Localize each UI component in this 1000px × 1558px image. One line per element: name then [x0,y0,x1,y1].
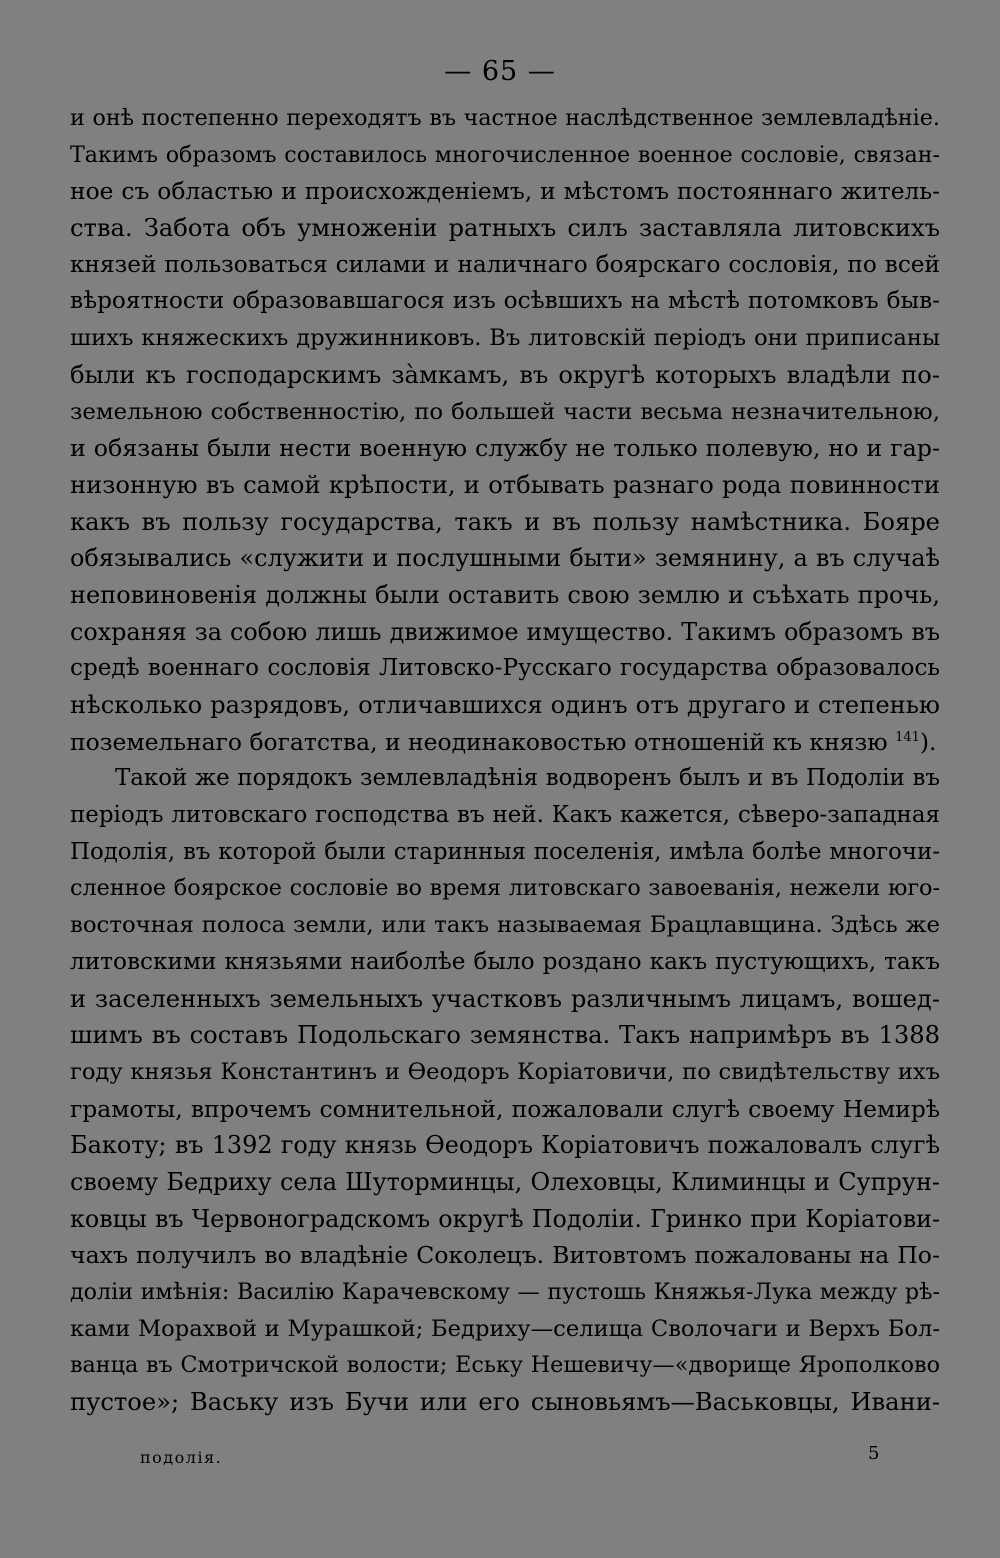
text-line: средѣ военнаго сословiя Литовско-Русскаго государства образовалось [70,655,940,682]
footer-running-title: подолiя. [140,1448,223,1467]
text-line: литовскими князьями наиболѣе было роздано какъ пустующихъ, такъ [70,947,940,975]
text-line: ковцы въ Червоноградскомъ округѣ Подолiи. Гринко при Корiатови- [70,1204,940,1233]
text-line: какъ въ пользу государства, такъ и въ пользу намѣстника. Бояре [70,507,940,536]
text-line: сленное боярское сословiе во время литовскаго завоеванiя, нежели юго- [70,875,940,902]
paragraph-2 [70,760,940,1420]
text-line: и онѣ постепенно переходятъ въ частное наслѣдственное землевладѣнiе. [70,105,940,131]
text-line: низонную въ самой крѣпости, и отбывать разнаго рода повинности [70,470,940,499]
text-line: своему Бедриху села Шуторминцы, Олеховцы, Климинцы и Супрун- [70,1167,940,1196]
text-line: Бакоту; въ 1392 году князь Өеодоръ Корiатовичъ пожаловалъ слугѣ [70,1131,940,1160]
text-line: и заселенныхъ земельныхъ участковъ различнымъ лицамъ, вошед- [70,984,940,1013]
text-line-last-body: поземельнаго богатства, и неодинаковостью отношенiй къ князю [70,727,888,756]
text-line: и обязаны были нести военную службу не только полевую, но и гар- [70,434,940,463]
signature-mark: 5 [868,1443,880,1464]
text-line: были къ господарскимъ зàмкамъ, въ округѣ которыхъ владѣли по- [70,360,940,389]
body-text [70,100,940,1421]
text-line: нѣсколько разрядовъ, отличавшихся одинъ отъ другаго и степенью [70,691,940,719]
text-line: перiодъ литовскаго господства въ ней. Какъ кажется, сѣверо-западная [70,802,940,829]
text-line: вѣроятности образовавшагося изъ осѣвшихъ на мѣстѣ потомковъ быв- [70,287,940,315]
text-line-last [70,724,940,761]
paragraph-1 [70,100,940,760]
text-line: сохраняя за собою лишь движимое имущество. Такимъ образомъ въ [70,617,940,646]
text-line: ства. Забота объ умноженiи ратныхъ силъ заставляла литовскихъ [70,214,940,243]
text-line: ками Морахвой и Мурашкой; Бедриху—селища Сволочаги и Верхъ Бол- [70,1315,940,1342]
text-line: Подолiя, въ которой были старинныя поселенiя, имѣла болѣе многочи- [70,838,940,865]
text-line: чахъ получилъ во владѣнiе Соколецъ. Витовтомъ пожалованы на По- [70,1241,940,1270]
text-line: ное съ областью и происхожденiемъ, и мѣстомъ постояннаго житель- [70,177,940,206]
text-line: князей пользоваться силами и наличнаго боярскаго сословiя, по всей [70,250,940,278]
text-line: долiи имѣнiя: Василiю Карачевскому — пустошь Княжья-Лука между рѣ- [70,1279,940,1305]
text-line: земельною собственностiю, по большей части весьма незначительною, [70,398,940,425]
text-line: восточная полоса земли, или такъ называемая Брацлавщина. Здѣсь же [70,912,940,939]
text-line: Такимъ образомъ составилось многочисленное военное сословiе, связан- [70,141,940,168]
text-line: шимъ въ составъ Подольскаго земянства. Такъ напримѣръ въ 1388 [70,1021,940,1050]
text-line: пустое»; Ваську изъ Бучи или его сыновьямъ—Васьковцы, Ивани- [70,1388,940,1417]
text-line: грамоты, впрочемъ сомнительной, пожаловали слугѣ своему Немирѣ [70,1094,940,1123]
text-line: обязывались «служити и послушными быти» земянину, а въ случаѣ [70,544,940,573]
footnote-reference: 141 [895,729,920,745]
page-number: — 65 — [444,56,556,87]
text-line: шихъ княжескихъ дружинниковъ. Въ литовскiй перiодъ они приписаны [70,325,940,352]
text-line: году князья Константинъ и Өеодоръ Корiатовичи, по свидѣтельству ихъ [70,1058,940,1085]
text-line-last-end: ). [919,727,937,756]
text-line: неповиновенiя должны были оставить свою землю и съѣхать прочь, [70,580,940,609]
text-line: ванца въ Смотричской волости; Еську Нешевичу—«дворище Ярополково [70,1352,940,1379]
text-line-indented: Такой же порядокъ землевладѣнiя водворенъ былъ и въ Подолiи въ [115,765,940,792]
